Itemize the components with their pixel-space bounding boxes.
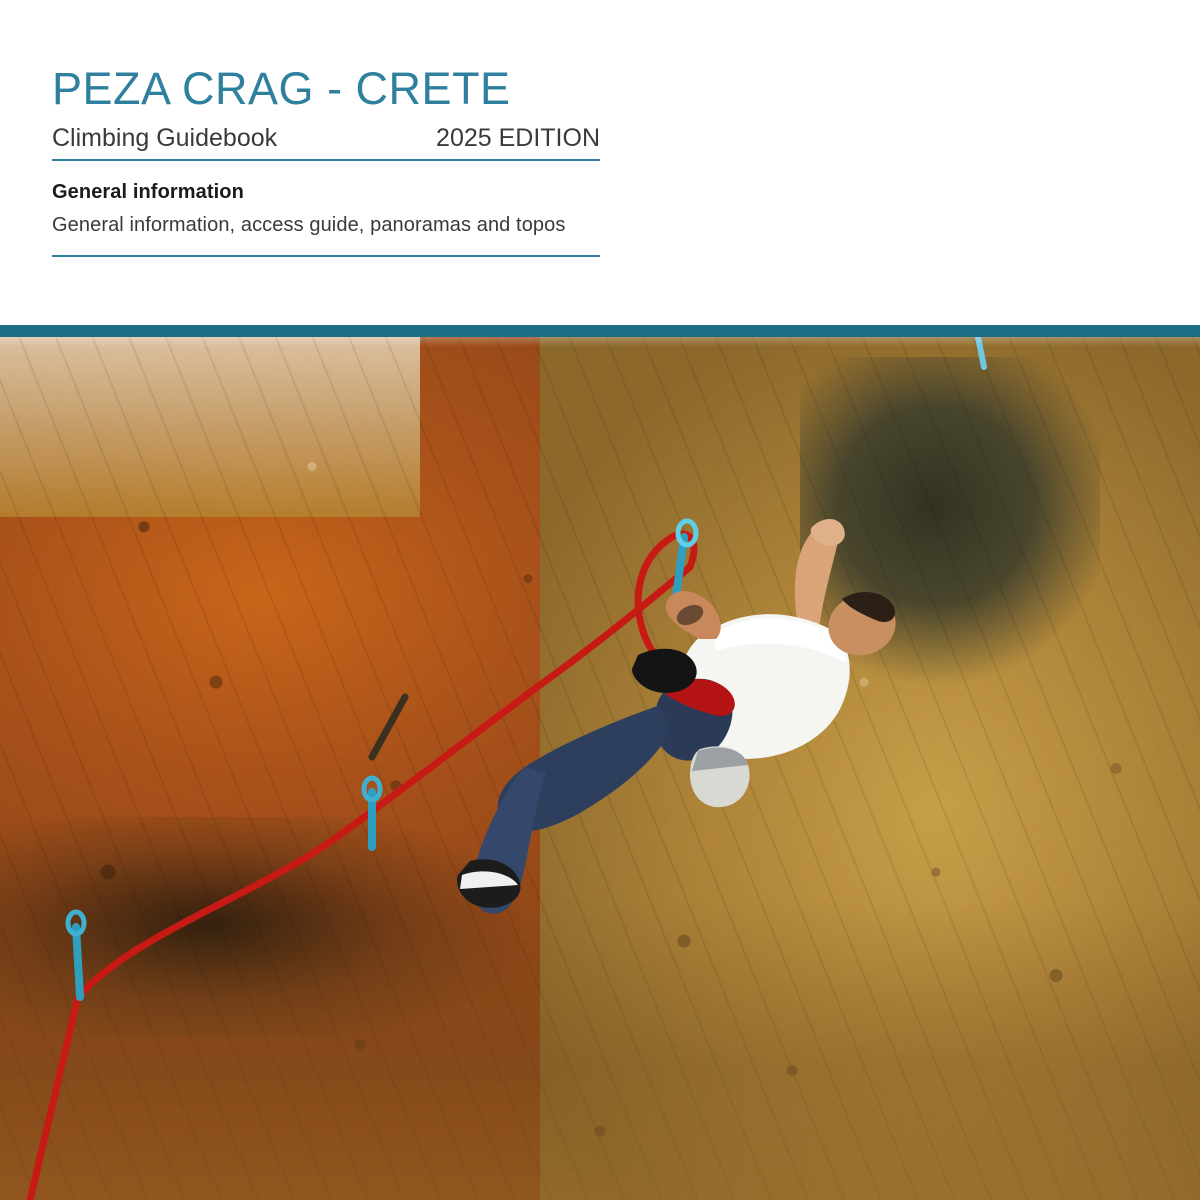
section-title: General information bbox=[52, 181, 244, 203]
cover-subtitle: Climbing Guidebook bbox=[52, 124, 278, 152]
subtitle-row bbox=[52, 124, 600, 161]
cover-photo bbox=[0, 337, 1200, 1200]
photo-top-highlight bbox=[0, 337, 1200, 347]
section-block bbox=[52, 181, 600, 257]
section-description: General information, access guide, panoramas and topos bbox=[52, 214, 566, 236]
climber-figure bbox=[0, 337, 1200, 1200]
edition-label: 2025 EDITION bbox=[436, 124, 600, 152]
page-title: PEZA CRAG - CRETE bbox=[52, 63, 511, 114]
accent-divider-band bbox=[0, 325, 1200, 337]
title-block bbox=[52, 62, 600, 257]
cover-header bbox=[0, 0, 1200, 325]
